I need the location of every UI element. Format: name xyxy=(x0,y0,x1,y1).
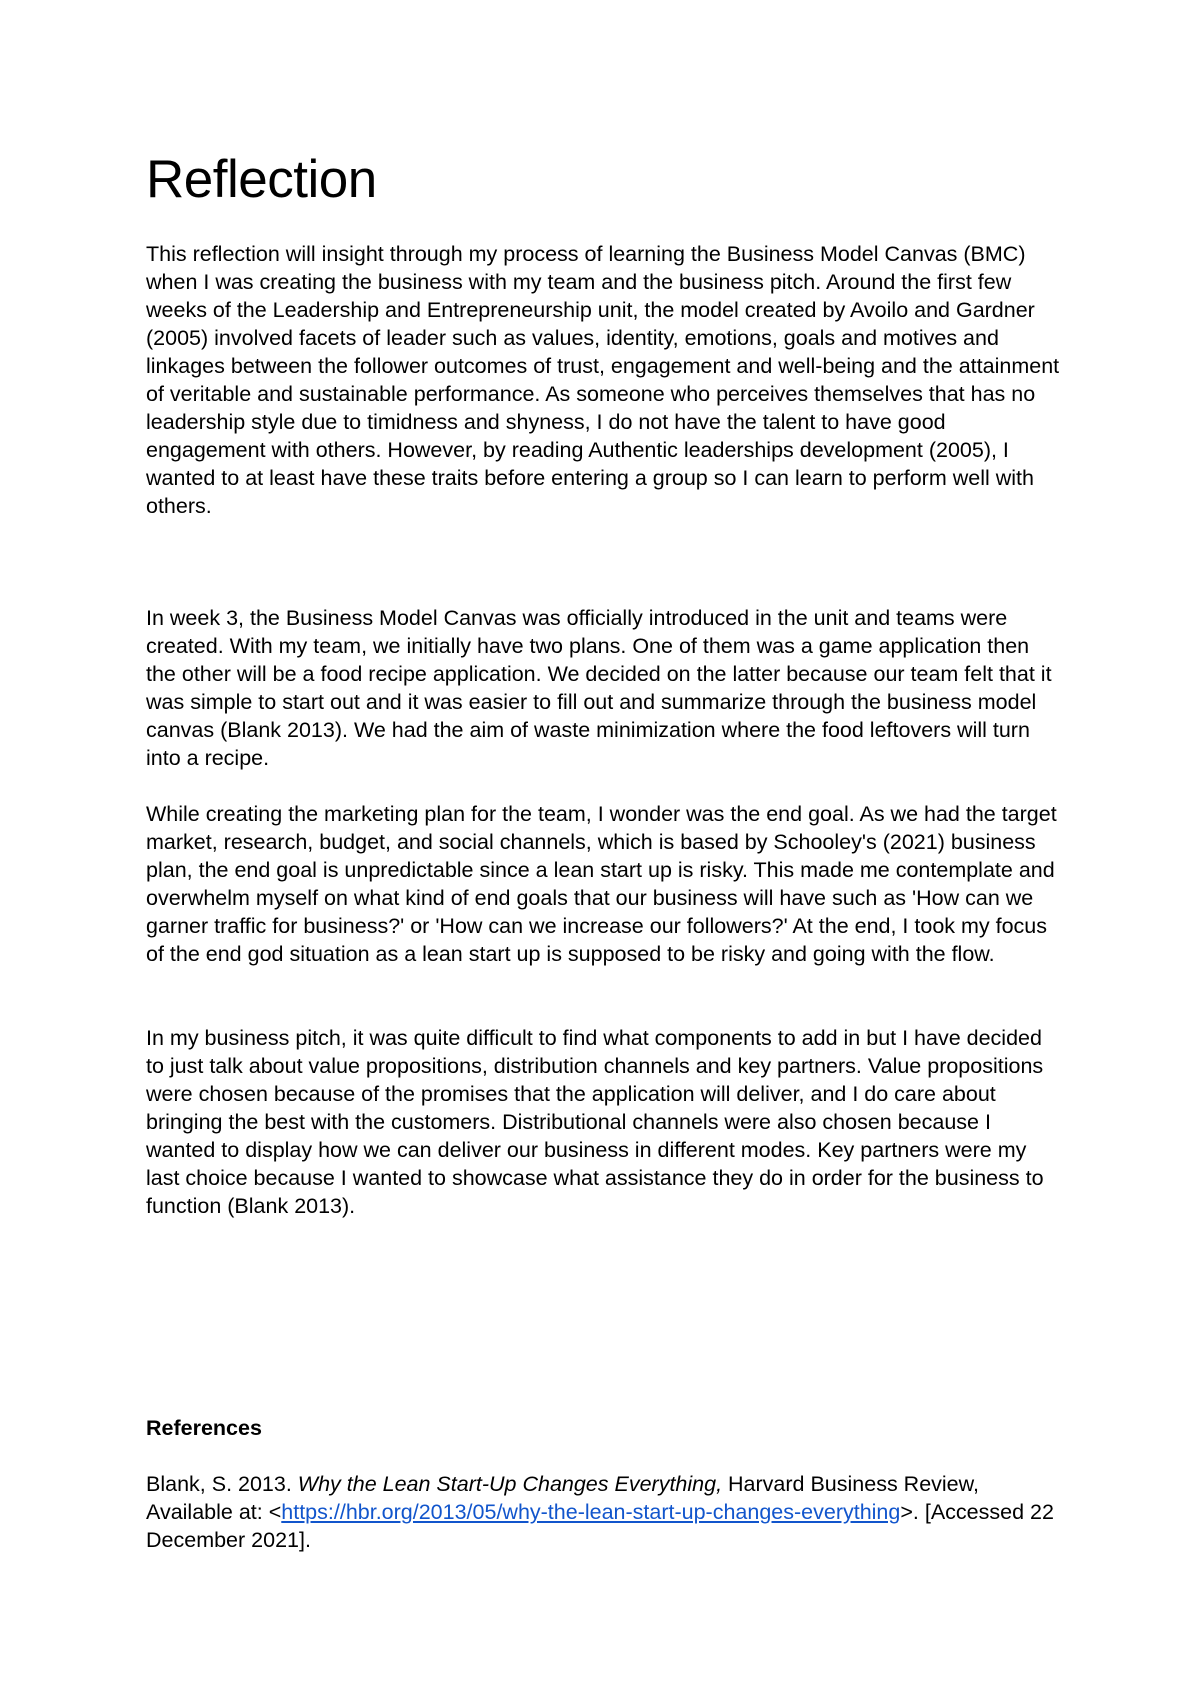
reference-link[interactable]: https://hbr.org/2013/05/why-the-lean-start-up-changes-everything xyxy=(281,1500,901,1524)
body-paragraph: This reflection will insight through my process of learning the Business Model Canvas (BMC) when I was creating the business with my team and the business pitch. Around the first few weeks of the Leadership and Entrepreneurship unit, the model created by Avoilo and Gardner (2005) involved facets of leader such as values, identity, emotions, goals and motives and linkages between the follower outcomes of trust, engagement and well-being and the attainment of veritable and sustainable performance. As someone who perceives themselves that has no leadership style due to timidness and shyness, I do not have the talent to have good engagement with others. However, by reading Authentic leaderships development (2005), I wanted to at least have these traits before entering a group so I can learn to perform well with others. xyxy=(146,242,1060,518)
document-title: Reflection xyxy=(146,150,377,209)
body-paragraph: In week 3, the Business Model Canvas was officially introduced in the unit and teams were created. With my team, we initially have two plans. One of them was a game application then the other will be a food recipe application. We decided on the latter because our team felt that it was simple to start out and it was easier to fill out and summarize through the business model canvas (Blank 2013). We had the aim of waste minimization where the food leftovers will turn into a recipe. xyxy=(146,606,1052,770)
reference-title: Why the Lean Start-Up Changes Everything, xyxy=(297,1472,723,1496)
body-paragraph: In my business pitch, it was quite difficult to find what components to add in but I have decided to just talk about value propositions, distribution channels and key partners. Value propositions were chosen because of the promises that the application will deliver, and I do care about bringing the best with the customers. Distributional channels were also chosen because I wanted to display how we can deliver our business in different modes. Key partners were my last choice because I wanted to showcase what assistance they do in order for the business to function (Blank 2013). xyxy=(146,1026,1044,1218)
body-paragraph: While creating the marketing plan for the team, I wonder was the end goal. As we had the target market, research, budget, and social channels, which is based by Schooley's (2021) business plan, the end goal is unpredictable since a lean start up is risky. This made me contemplate and overwhelm myself on what kind of end goals that our business will have such as 'How can we garner traffic for business?' or 'How can we increase our followers?' At the end, I took my focus of the end god situation as a lean start up is supposed to be risky and going with the flow. xyxy=(146,802,1057,966)
reference-publisher: Harvard Business Review, Available at: < xyxy=(146,1472,979,1524)
reference-entry xyxy=(146,1470,1064,1554)
references-heading: References xyxy=(146,1416,262,1440)
reference-accessed: >. [Accessed 22 December 2021]. xyxy=(146,1500,1054,1552)
reference-author-year: Blank, S. 2013. xyxy=(146,1472,298,1496)
